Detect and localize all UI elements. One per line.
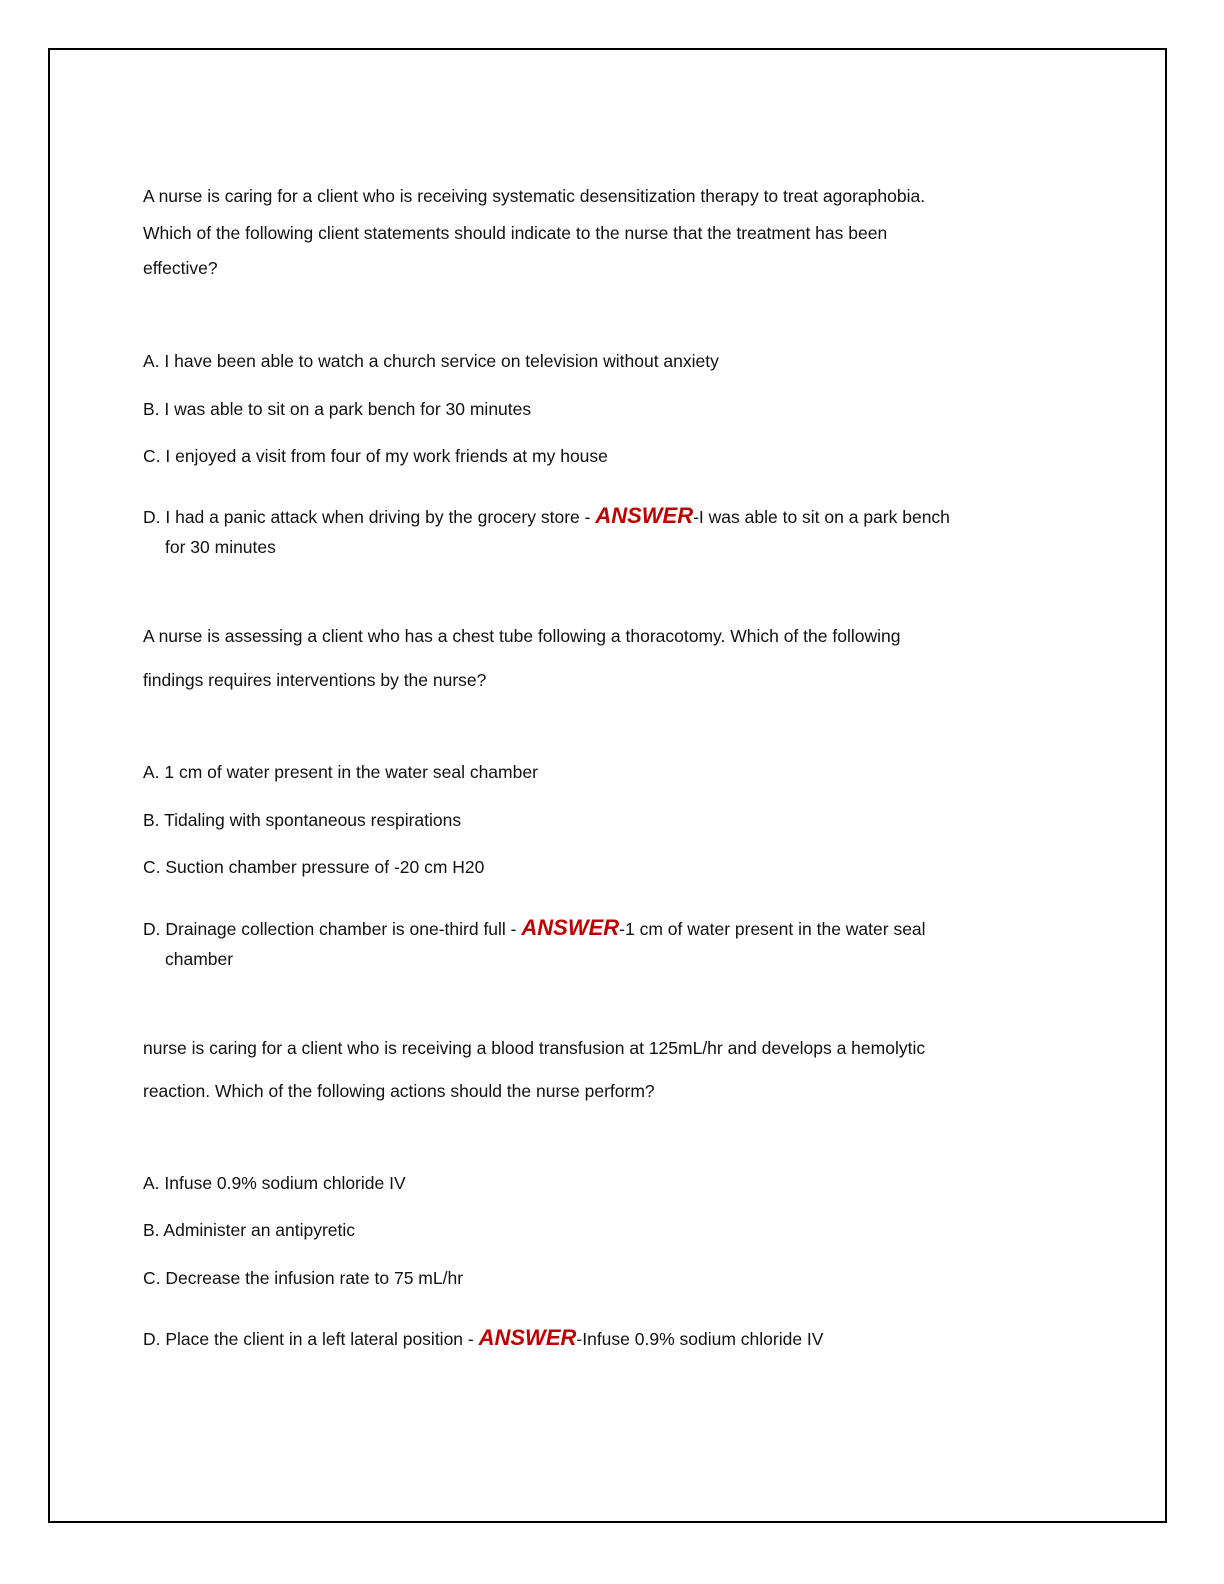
question-2-option-d bbox=[143, 917, 926, 940]
answer-text: -1 cm of water present in the water seal bbox=[619, 919, 926, 939]
question-3-option-a: A. Infuse 0.9% sodium chloride IV bbox=[143, 1173, 406, 1193]
question-3-option-d bbox=[143, 1327, 823, 1350]
question-2-option-c: C. Suction chamber pressure of -20 cm H20 bbox=[143, 857, 485, 877]
question-3-option-b: B. Administer an antipyretic bbox=[143, 1220, 356, 1240]
question-1-option-a: A. I have been able to watch a church service on television without anxiety bbox=[143, 351, 719, 371]
question-2-option-b: B. Tidaling with spontaneous respirations bbox=[143, 810, 462, 830]
question-3-option-c: C. Decrease the infusion rate to 75 mL/hr bbox=[143, 1268, 464, 1288]
question-1-stem-line: Which of the following client statements should indicate to the nurse that the treatment has been bbox=[143, 223, 888, 243]
question-2-stem-line: A nurse is assessing a client who has a chest tube following a thoracotomy. Which of the following bbox=[143, 626, 901, 646]
question-1-option-d bbox=[143, 505, 950, 528]
answer-text: -I was able to sit on a park bench bbox=[693, 507, 950, 527]
answer-label: ANSWER bbox=[478, 1325, 577, 1350]
question-3-stem-line: nurse is caring for a client who is receiving a blood transfusion at 125mL/hr and develops a hemolytic bbox=[143, 1038, 926, 1058]
question-1-option-c: C. I enjoyed a visit from four of my work friends at my house bbox=[143, 446, 608, 466]
answer-label: ANSWER bbox=[595, 503, 694, 528]
question-1-stem-line: A nurse is caring for a client who is receiving systematic desensitization therapy to treat agoraphobia. bbox=[143, 186, 926, 206]
question-2-stem-line: findings requires interventions by the nurse? bbox=[143, 670, 487, 690]
question-3-stem-line: reaction. Which of the following actions should the nurse perform? bbox=[143, 1081, 655, 1101]
answer-text-continued: chamber bbox=[165, 949, 234, 969]
question-1-stem-line: effective? bbox=[143, 258, 218, 278]
answer-text: -Infuse 0.9% sodium chloride IV bbox=[576, 1329, 824, 1349]
question-2-option-a: A. 1 cm of water present in the water seal chamber bbox=[143, 762, 538, 782]
option-text: D. Drainage collection chamber is one-third full - bbox=[143, 919, 517, 939]
answer-text-continued: for 30 minutes bbox=[165, 537, 276, 557]
answer-label: ANSWER bbox=[521, 915, 620, 940]
question-1-option-b: B. I was able to sit on a park bench for 30 minutes bbox=[143, 399, 532, 419]
option-text: D. Place the client in a left lateral position - bbox=[143, 1329, 474, 1349]
option-text: D. I had a panic attack when driving by the grocery store - bbox=[143, 507, 591, 527]
